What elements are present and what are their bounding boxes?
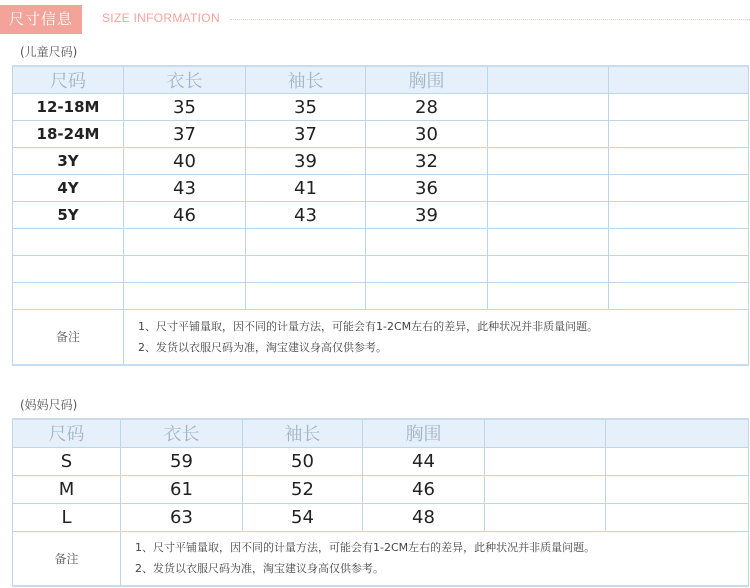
measure-cell: 32 <box>366 148 488 175</box>
empty-cell <box>13 229 124 256</box>
measure-cell: 61 <box>121 475 243 503</box>
table-row <box>13 447 749 475</box>
measure-cell <box>485 475 606 503</box>
empty-cell <box>488 229 609 256</box>
size-cell: M <box>13 475 121 503</box>
empty-cell <box>124 256 246 283</box>
column-header <box>606 419 749 447</box>
empty-cell <box>488 256 609 283</box>
empty-cell <box>609 283 749 310</box>
table-header-row <box>13 419 749 447</box>
column-header: 尺码 <box>13 66 124 94</box>
measure-cell: 39 <box>366 202 488 229</box>
empty-cell <box>488 283 609 310</box>
empty-cell <box>124 283 246 310</box>
empty-cell <box>609 256 749 283</box>
notes-text <box>121 531 749 586</box>
measure-cell: 43 <box>124 175 246 202</box>
notes-text <box>124 310 749 365</box>
measure-cell: 41 <box>246 175 366 202</box>
empty-cell <box>13 256 124 283</box>
measure-cell: 46 <box>363 475 485 503</box>
notes-row <box>13 310 749 365</box>
size-cell: L <box>13 503 121 531</box>
notes-row <box>13 531 749 586</box>
empty-cell <box>246 256 366 283</box>
column-header: 胸围 <box>363 419 485 447</box>
measure-cell <box>485 503 606 531</box>
column-header: 衣长 <box>124 66 246 94</box>
header-title: 尺寸信息 <box>0 5 82 34</box>
column-header: 袖长 <box>243 419 363 447</box>
mom-size-table <box>12 418 749 587</box>
column-header <box>488 66 609 94</box>
empty-row <box>13 256 749 283</box>
table-row <box>13 94 749 121</box>
column-header: 衣长 <box>121 419 243 447</box>
measure-cell <box>609 148 749 175</box>
measure-cell: 63 <box>121 503 243 531</box>
table-row <box>13 121 749 148</box>
mom-size-label: (妈妈尺码) <box>20 398 78 412</box>
kids-size-label: (儿童尺码) <box>20 45 78 59</box>
measure-cell <box>488 175 609 202</box>
empty-row <box>13 229 749 256</box>
header-subtitle: SIZE INFORMATION <box>102 11 220 25</box>
column-header: 尺码 <box>13 419 121 447</box>
column-header: 胸围 <box>366 66 488 94</box>
table-row <box>13 175 749 202</box>
measure-cell <box>488 121 609 148</box>
notes-label: 备注 <box>13 310 124 365</box>
empty-cell <box>366 256 488 283</box>
note-line: 2、发货以衣服尺码为准，淘宝建议身高仅供参考。 <box>135 562 384 576</box>
size-cell: 3Y <box>13 148 124 175</box>
measure-cell: 36 <box>366 175 488 202</box>
measure-cell <box>609 94 749 121</box>
size-cell: S <box>13 447 121 475</box>
measure-cell <box>606 503 749 531</box>
empty-cell <box>366 229 488 256</box>
note-line: 1、尺寸平铺量取，因不同的计量方法，可能会有1-2CM左右的差异，此种状况并非质量问题。 <box>138 319 599 333</box>
measure-cell: 46 <box>124 202 246 229</box>
note-line: 1、尺寸平铺量取，因不同的计量方法，可能会有1-2CM左右的差异，此种状况并非质量问题。 <box>135 541 596 555</box>
measure-cell: 28 <box>366 94 488 121</box>
measure-cell: 44 <box>363 447 485 475</box>
measure-cell <box>488 202 609 229</box>
empty-cell <box>366 283 488 310</box>
measure-cell: 52 <box>243 475 363 503</box>
column-header <box>485 419 606 447</box>
header-divider <box>230 19 750 20</box>
measure-cell: 43 <box>246 202 366 229</box>
column-header <box>609 66 749 94</box>
table-row <box>13 475 749 503</box>
table-row <box>13 202 749 229</box>
size-cell: 5Y <box>13 202 124 229</box>
measure-cell: 39 <box>246 148 366 175</box>
measure-cell <box>488 148 609 175</box>
measure-cell <box>485 447 606 475</box>
column-header: 袖长 <box>246 66 366 94</box>
measure-cell: 37 <box>124 121 246 148</box>
empty-cell <box>246 229 366 256</box>
measure-cell: 37 <box>246 121 366 148</box>
size-cell: 4Y <box>13 175 124 202</box>
measure-cell <box>609 121 749 148</box>
measure-cell <box>606 447 749 475</box>
kids-size-table <box>12 65 749 366</box>
measure-cell <box>606 475 749 503</box>
table-row <box>13 503 749 531</box>
measure-cell: 40 <box>124 148 246 175</box>
measure-cell <box>488 94 609 121</box>
measure-cell <box>609 202 749 229</box>
notes-label: 备注 <box>13 531 121 586</box>
measure-cell: 30 <box>366 121 488 148</box>
section-header <box>0 0 750 36</box>
measure-cell: 50 <box>243 447 363 475</box>
size-cell: 18-24M <box>13 121 124 148</box>
table-header-row <box>13 66 749 94</box>
measure-cell: 35 <box>124 94 246 121</box>
note-line: 2、发货以衣服尺码为准，淘宝建议身高仅供参考。 <box>138 340 387 354</box>
empty-cell <box>609 229 749 256</box>
empty-cell <box>13 283 124 310</box>
empty-row <box>13 283 749 310</box>
measure-cell <box>609 175 749 202</box>
measure-cell: 35 <box>246 94 366 121</box>
empty-cell <box>124 229 246 256</box>
empty-cell <box>246 283 366 310</box>
size-cell: 12-18M <box>13 94 124 121</box>
measure-cell: 48 <box>363 503 485 531</box>
table-row <box>13 148 749 175</box>
measure-cell: 59 <box>121 447 243 475</box>
measure-cell: 54 <box>243 503 363 531</box>
